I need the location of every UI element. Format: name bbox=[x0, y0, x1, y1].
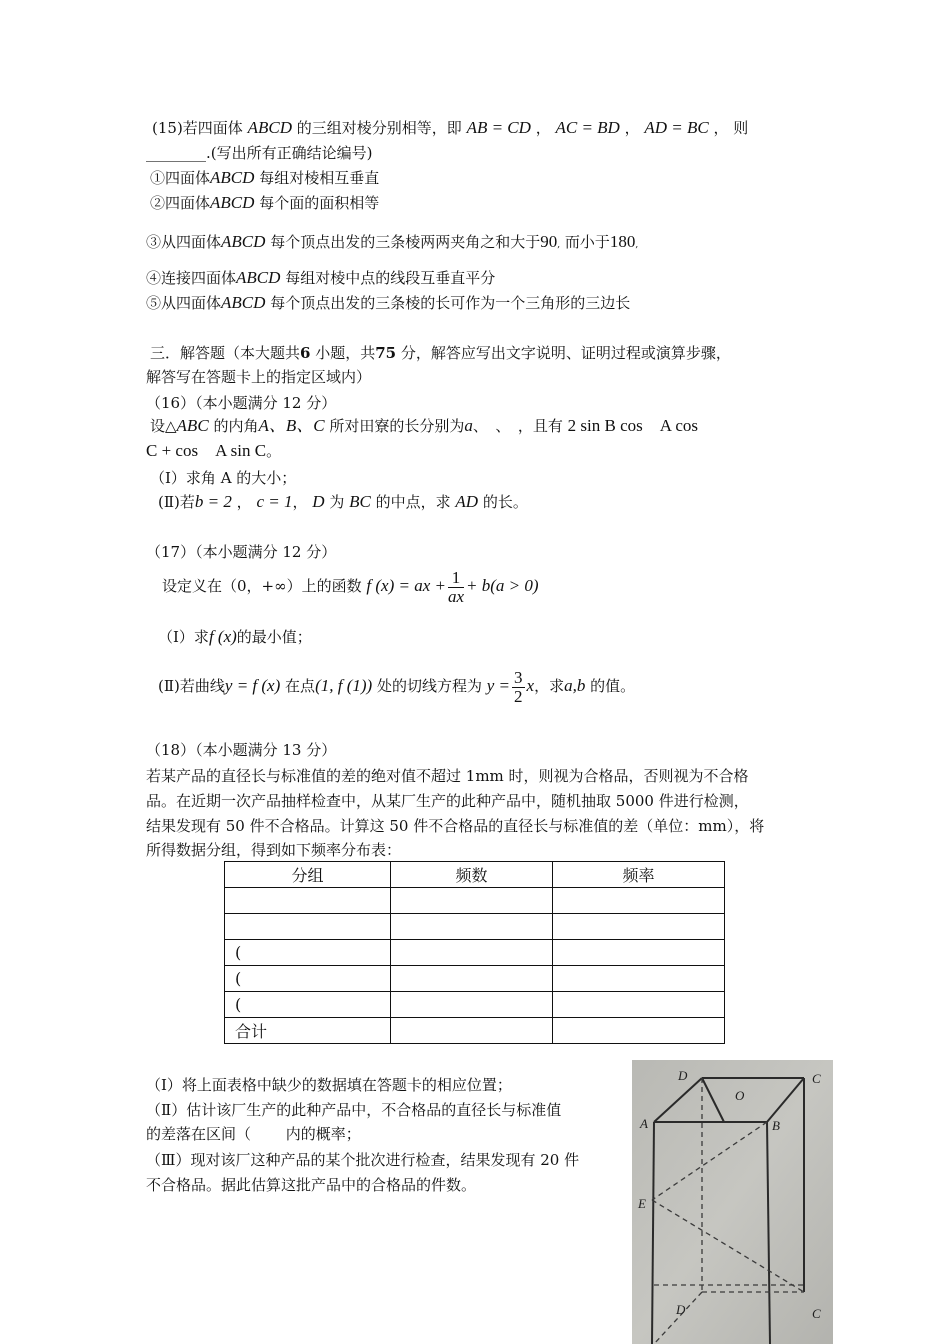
vertex-label: B bbox=[772, 1118, 780, 1133]
photo-background bbox=[632, 1060, 833, 1344]
fraction-3-over-2: $\frac{3}{2}$ bbox=[514, 667, 523, 706]
q17-stem: 设定义在（0，+∞）上的函数 f (x) = ax + $\frac{1}{ax}$ + b(a > 0) bbox=[162, 567, 539, 606]
q18-part-2: （Ⅱ）估计该厂生产的此种产品中，不合格品的直径长与标准值 bbox=[146, 1101, 562, 1119]
table-cell bbox=[553, 992, 725, 1018]
table-header-cell: 频率 bbox=[553, 862, 725, 888]
table-cell bbox=[391, 940, 553, 966]
q15-option-2: ②四面体ABCD 每个面的面积相等 bbox=[150, 193, 380, 212]
table-row bbox=[225, 888, 725, 914]
vertex-label: O bbox=[735, 1088, 745, 1103]
q15-blank-line: ________.(写出所有正确结论编号) bbox=[146, 144, 373, 162]
fraction-1-over-ax: $\frac{1}{ax}$ bbox=[447, 567, 465, 606]
answer-blank: ________ bbox=[146, 144, 206, 162]
q18-text-line: 品。在近期一次产品抽样检查中，从某厂生产的此种产品中，随机抽取 5000 件进行检测， bbox=[146, 792, 749, 810]
section-3-heading-line2: 解答写在答题卡上的指定区域内） bbox=[146, 368, 372, 386]
vertex-label: A bbox=[640, 1116, 648, 1131]
q18-text-line: 所得数据分组，得到如下频率分布表： bbox=[146, 841, 402, 859]
q16-part-2: (Ⅱ)若b = 2 ， c = 1， D 为 BC 的中点，求 AD 的长。 bbox=[158, 492, 528, 511]
vertex-label: C bbox=[812, 1071, 821, 1086]
table-row bbox=[225, 992, 725, 1018]
q17-header: （17）（本小题满分 12 分） bbox=[146, 543, 337, 561]
q17-part-2: (Ⅱ)若曲线y = f (x) 在点(1, f (1)) 处的切线方程为 y = $\frac{3}{2}$ x，求a,b 的值。 bbox=[158, 667, 636, 706]
table-header-cell: 频数 bbox=[391, 862, 553, 888]
table-header-row bbox=[225, 862, 725, 888]
table-cell bbox=[391, 966, 553, 992]
table-cell: ( bbox=[225, 966, 391, 992]
table-cell bbox=[553, 888, 725, 914]
table-cell bbox=[553, 940, 725, 966]
q16-stem-cont: C + cos A sin C。 bbox=[146, 441, 282, 460]
table-cell: 合计 bbox=[225, 1018, 391, 1044]
table-cell bbox=[391, 914, 553, 940]
table-cell bbox=[391, 992, 553, 1018]
q18-text-line: 若某产品的直径长与标准值的差的绝对值不超过 1mm 时，则视为合格品，否则视为不合格 bbox=[146, 767, 749, 785]
table-row bbox=[225, 940, 725, 966]
vertex-label: E bbox=[638, 1196, 646, 1211]
table-total-row bbox=[225, 1018, 725, 1044]
table-cell bbox=[553, 1018, 725, 1044]
q15-option-5: ⑤从四面体ABCD 每个顶点出发的三条棱的长可作为一个三角形的三边长 bbox=[146, 293, 631, 312]
table-cell bbox=[553, 914, 725, 940]
vertex-label: D bbox=[676, 1302, 686, 1317]
q18-part-3-cont: 不合格品。据此估算这批产品中的合格品的件数。 bbox=[146, 1176, 477, 1194]
q16-header: （16）（本小题满分 12 分） bbox=[146, 394, 337, 412]
table-header-cell: 分组 bbox=[225, 862, 391, 888]
vertex-label: C bbox=[812, 1306, 821, 1321]
prism-figure-photo bbox=[632, 1060, 833, 1344]
table-cell bbox=[225, 914, 391, 940]
q18-header: （18）（本小题满分 13 分） bbox=[146, 741, 337, 759]
q17-part-1: （Ⅰ）求f (x)的最小值； bbox=[158, 627, 312, 646]
section-3-heading: 三．解答题（本大题共6 小题，共75 分，解答应写出文字说明、证明过程或演算步骤， bbox=[150, 344, 731, 362]
q15-stem: (15)若四面体 ABCD 的三组对棱分别相等，即 AB = CD ， AC = BD ， AD = BC ， 则 bbox=[152, 118, 749, 137]
table-cell bbox=[391, 1018, 553, 1044]
q18-part-2-cont: 的差落在区间（ 内的概率； bbox=[146, 1125, 361, 1143]
table-cell: ( bbox=[225, 992, 391, 1018]
q15-option-4: ④连接四面体ABCD 每组对棱中点的线段互垂直平分 bbox=[146, 268, 496, 287]
table-row bbox=[225, 914, 725, 940]
q18-part-3: （Ⅲ）现对该厂这种产品的某个批次进行检查，结果发现有 20 件 bbox=[146, 1151, 580, 1169]
q16-part-1: （Ⅰ）求角 A 的大小； bbox=[150, 469, 297, 487]
q16-stem: 设△ABC 的内角A、B、C 所对田寮的长分别为a、 、 ，且有 2 sin B cos A cos bbox=[150, 416, 698, 435]
q18-part-1: （Ⅰ）将上面表格中缺少的数据填在答题卡的相应位置； bbox=[146, 1076, 512, 1094]
table-cell bbox=[225, 888, 391, 914]
table-cell: ( bbox=[225, 940, 391, 966]
q18-text-line: 结果发现有 50 件不合格品。计算这 50 件不合格品的直径长与标准值的差（单位：mm），将 bbox=[146, 817, 765, 835]
q15-option-1: ①四面体ABCD 每组对棱相互垂直 bbox=[150, 168, 380, 187]
q15-option-3: ③从四面体ABCD 每个顶点出发的三条棱两两夹角之和大于90, 而小于180, bbox=[146, 232, 639, 251]
vertex-label: D bbox=[678, 1068, 688, 1083]
table-cell bbox=[391, 888, 553, 914]
frequency-table bbox=[224, 861, 725, 1044]
table-row bbox=[225, 966, 725, 992]
table-cell bbox=[553, 966, 725, 992]
